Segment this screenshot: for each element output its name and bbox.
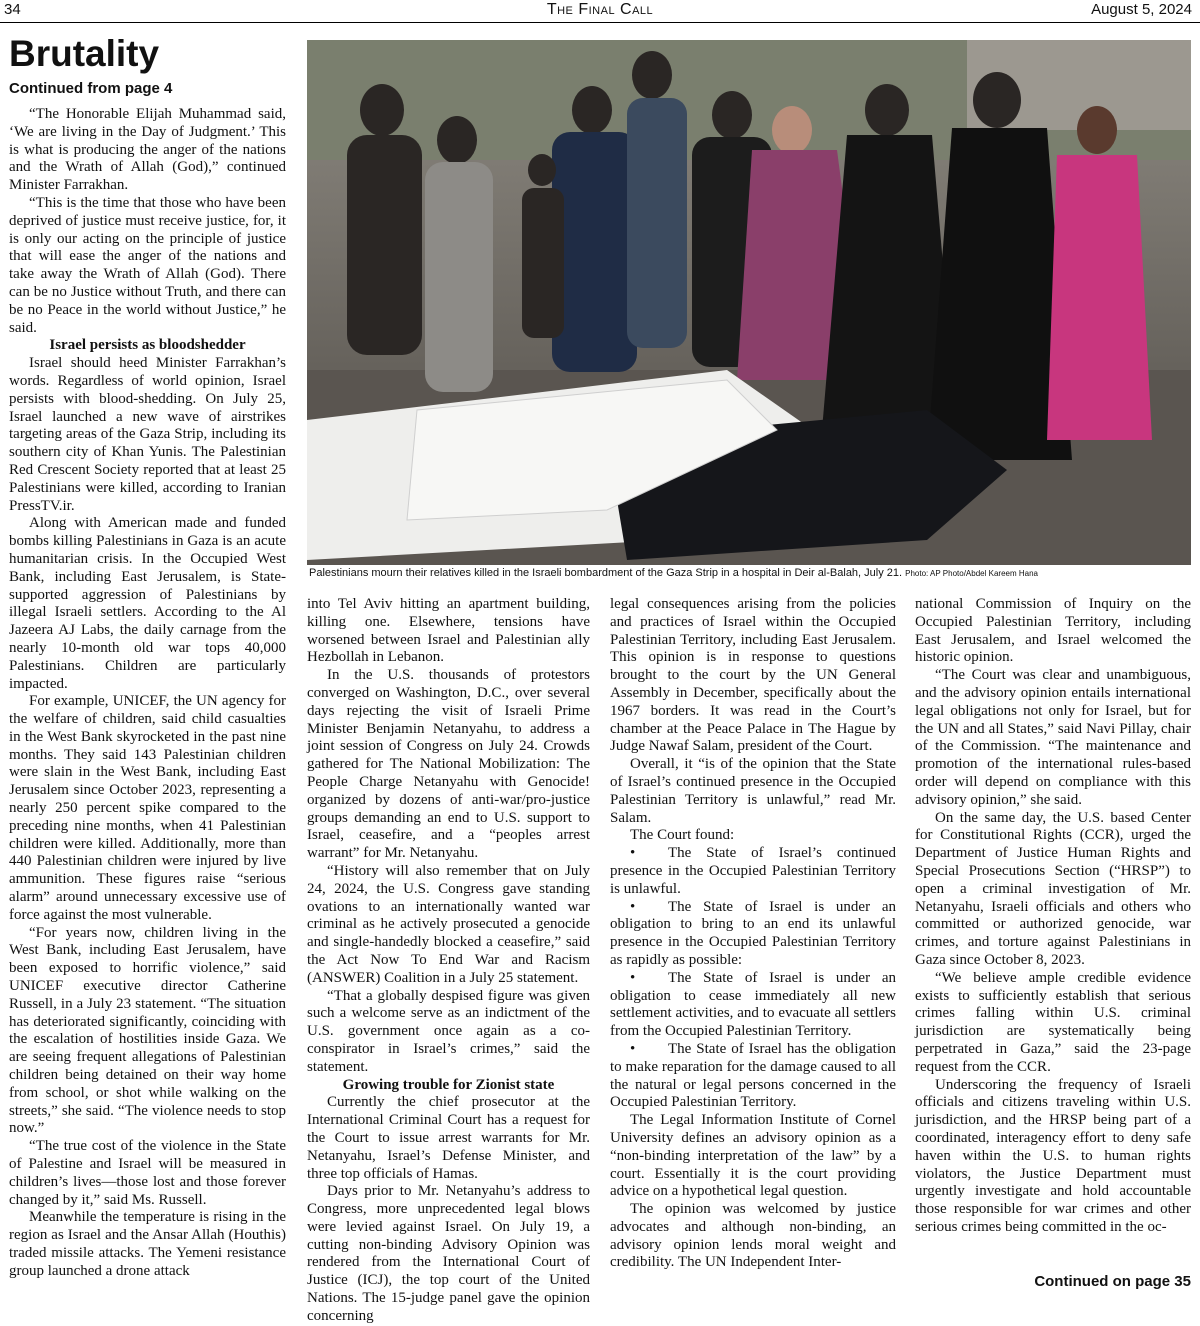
page-number: 34 (4, 1, 21, 18)
paragraph: Along with American made and funded bombs killing Palestinians in Gaza is an acute humanitarian crisis. In the Occupied West Bank, including East Jerusalem, is State-supported aggression of Palestinians by illegal Israeli settlers. According to the Al Jazeera AJ Labs, the daily carnage from the nearly 10-month old war tops 40,000 Palestinians. Children are particularly impacted. (9, 515, 286, 692)
subheading: Israel persists as bloodshedder (49, 337, 246, 354)
paragraph: “The Court was clear and unambiguous, and the advisory opinion entails international legal obligations not only for Israel, but for the UN and all States,” said Navi Pillay, chair of the Commission. “The maintenance and promotion of the international rules-based order will depend on compliance with this advisory opinion,” she said. (915, 667, 1191, 808)
paragraph: “This is the time that those who have been deprived of justice must receive justice, for, it is only our acting on the principle of justice that will ease the anger of the nations and take away the Wrath of Allah (God). There can be no Justice without Truth, and there can be no Peace in the world without Justice,” he said. (9, 194, 286, 336)
news-photo (307, 40, 1191, 565)
column-2 (307, 596, 590, 1326)
paragraph: In the U.S. thousands of protestors converged on Washington, D.C., over several days rejecting the visit of Israeli Prime Minister Benjamin Netanyahu, to address a joint session of Congress on July 24. Crowds gathered for The National Mobilization: The People Charge Netanyahu with Genocide! organized by dozens of anti-war/pro-justice groups demanding an end to U.S. support to Israel, ceasefire, and a “peoples arrest warrant” for Mr. Netanyahu. (307, 667, 590, 862)
paragraph: “That a globally despised figure was given such a welcome serve as an indictment of the U.S. government once again as a co-conspirator in Israel’s crimes,” said the statement. (307, 987, 590, 1075)
list-item: • The State of Israel is under an obligation to bring to an end its unlawful presence in the Occupied Palestinian Territory as rapidly as possible: (610, 899, 896, 970)
paragraph: “For years now, children living in the West Bank, including East Jerusalem, have been exposed to horrific violence,” said UNICEF executive director Catherine Russell, in a July 23 statement. “The situation has deteriorated significantly, coinciding with the escalation of hostilities inside Gaza. We are seeing frequent allegations of Palestinian children being detained on their way home from school, or shot while walking on the streets,” she said. “The violence needs to stop now.” (9, 924, 286, 1137)
list-item: • The State of Israel’s continued presence in the Occupied Palestinian Territory is unlawful. (610, 845, 896, 898)
paragraph: into Tel Aviv hitting an apartment building, killing one. Elsewhere, tensions have worsened between Israel and Palestinian ally Hezbollah in Lebanon. (307, 596, 590, 666)
paragraph: national Commission of Inquiry on the Occupied Palestinian Territory, including East Jerusalem, and Israel welcomed the historic opinion. (915, 596, 1191, 666)
paragraph: Days prior to Mr. Netanyahu’s address to Congress, more unprecedented legal blows were levied against Israel. On July 19, a cutting non-binding Advisory Opinion was rendered from the International Court of Justice (ICJ), the top court of the United Nations. The 15-judge panel gave the opinion concerning (307, 1183, 590, 1324)
list-item: • The State of Israel has the obligation to make reparation for the damage caused to all the natural or legal persons concerned in the Occupied Palestinian Territory. (610, 1041, 896, 1112)
caption-text: Palestinians mourn their relatives killed in the Israeli bombardment of the Gaza Strip in a hospital in Deir al-Balah, July 21. (309, 567, 903, 579)
issue-date: August 5, 2024 (1091, 1, 1192, 18)
paragraph: The Court found: (630, 827, 735, 844)
paragraph: Israel should heed Minister Farrakhan’s words. Regardless of world opinion, Israel persists with blood-shedding. On July 25, Israel launched a new wave of airstrikes targeting areas of the Gaza Strip, including its southern city of Khan Yunis. The Palestinian Red Crescent Society reported that at least 25 Palestinians were killed, according to Iranian PressTV.ir. (9, 355, 286, 514)
paragraph: The opinion was welcomed by justice advocates and although non-binding, an advisory opinion lends moral weight and credibility. The UN Independent Inter- (610, 1201, 896, 1271)
photo-caption (309, 567, 1193, 579)
continued-on: Continued on page 35 (1034, 1273, 1191, 1290)
column-4 (915, 596, 1191, 1237)
mourners-photo-illustration (307, 40, 1191, 565)
column-1 (9, 106, 286, 1281)
headline: Brutality (9, 33, 160, 74)
paragraph: Underscoring the frequency of Israeli officials and citizens traveling within U.S. jurisdiction, and the HRSP being part of a coordinated, interagency effort to deny safe haven within the U.S. to human rights violators, the Justice Department must urgently investigate and hold accountable those responsible for war crimes and other serious crimes being committed in the oc- (915, 1076, 1191, 1235)
paragraph: The Legal Information Institute of Cornel University defines an advisory opinion as a “non-binding interpretation of the law” by a court. Essentially it is the court providing advice on a hypothetical legal question. (610, 1112, 896, 1200)
paragraph: Meanwhile the temperature is rising in the region as Israel and the Ansar Allah (Houthis) traded missile attacks. The Yemeni resistance group launched a drone attack (9, 1209, 286, 1279)
photo-credit: Photo: AP Photo/Abdel Kareem Hana (905, 569, 1038, 578)
paragraph: For example, UNICEF, the UN agency for the welfare of children, said child casualties in the West Bank skyrocketed in the past nine months. They said 143 Palestinian children were slain in the West Bank, including East Jerusalem since October 2023, representing a nearly 250 percent spike compared to the preceding nine months, when 41 Palestinian children were killed. Additionally, more than 440 Palestinian children were injured by live ammunition. These figures raise “serious alarm” around unnecessary excessive use of force against the most vulnerable. (9, 693, 286, 923)
page-header (0, 0, 1200, 23)
paragraph: “The Honorable Elijah Muhammad said, ‘We are living in the Day of Judgment.’ This is what is producing the anger of the nations and the Wrath of Allah (God),” continued Minister Farrakhan. (9, 106, 286, 194)
paragraph: On the same day, the U.S. based Center for Constitutional Rights (CCR), urged the Department of Justice Human Rights and Special Prosecutions Section (“HRSP”) to open a criminal investigation of Mr. Netanyahu, Israeli officials and others who committed or authorized genocide, war crimes, and torture against Palestinians in Gaza since October 8, 2023. (915, 809, 1191, 968)
publication-name: The Final Call (546, 1, 654, 18)
list-item: • The State of Israel is under an obligation to cease immediately all new settlement activities, and to evacuate all settlers from the Occupied Palestinian Territory. (610, 970, 896, 1041)
paragraph: “History will also remember that on July 24, 2024, the U.S. Congress gave standing ovations to an internationally wanted war criminal as he actively prosecuted a genocide and single-handedly blocked a ceasefire,” said the Act Now To End War and Racism (ANSWER) Coalition in a July 25 statement. (307, 862, 590, 986)
paragraph: “The true cost of the violence in the State of Palestine and Israel will be measured in children’s lives—those lost and those forever changed by it,” said Ms. Russell. (9, 1138, 286, 1208)
paragraph: legal consequences arising from the policies and practices of Israel within the Occupied Palestinian Territory, including East Jerusalem. This opinion is in response to questions brought to the court by the UN General Assembly in December, specifically about the 1967 borders. It was read in the Court’s chamber at the Peace Palace in The Hague by Judge Nawaf Salam, president of the Court. (610, 596, 896, 755)
paragraph: “We believe ample credible evidence exists to sufficiently establish that serious crimes falling within U.S. criminal jurisdiction are systematically being perpetrated in Gaza,” said the 23-page request from the CCR. (915, 969, 1191, 1075)
subheading: Growing trouble for Zionist state (342, 1076, 555, 1093)
paragraph: Overall, it “is of the opinion that the State of Israel’s continued presence in the Occupied Palestinian Territory is unlawful,” read Mr. Salam. (610, 756, 896, 826)
column-3 (610, 596, 896, 1272)
paragraph: Currently the chief prosecutor at the International Criminal Court has a request for the Court to issue arrest warrants for Mr. Netanyahu, Israel’s Defense Minister, and three top officials of Hamas. (307, 1094, 590, 1182)
continued-from: Continued from page 4 (9, 80, 173, 97)
court-findings-list (610, 845, 896, 1112)
